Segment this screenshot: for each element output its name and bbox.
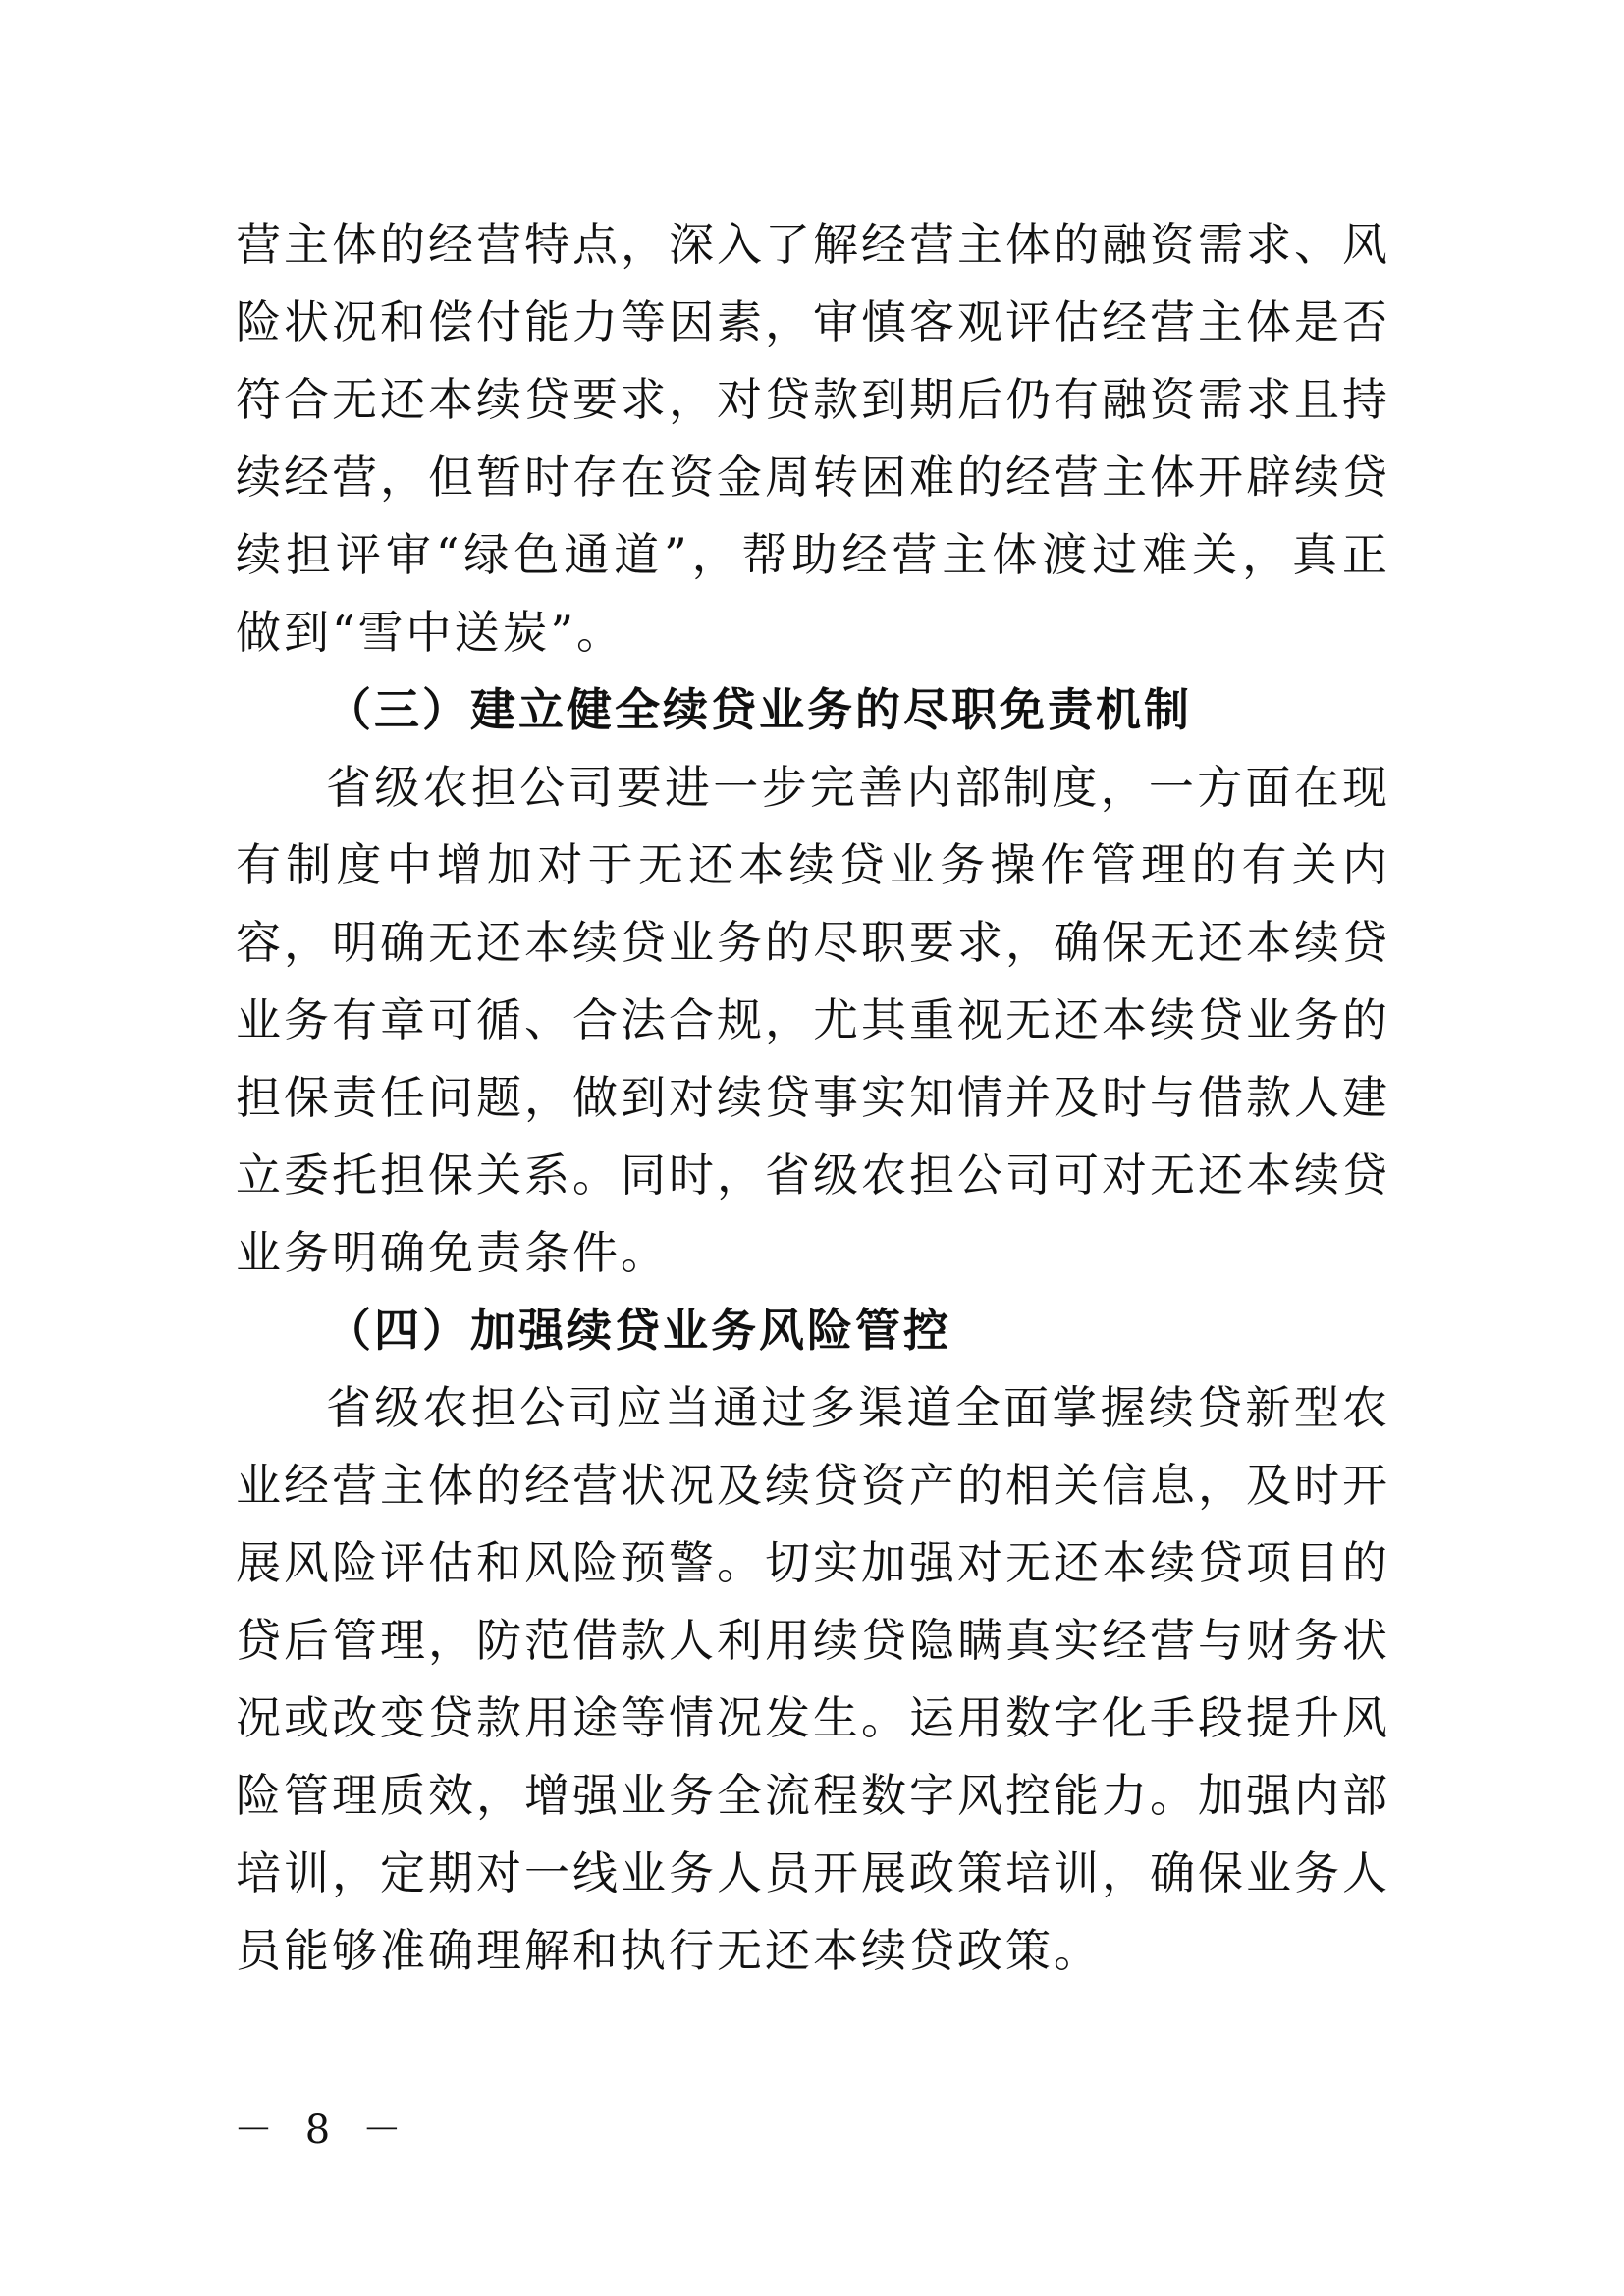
section-heading-4: （四）加强续贷业务风险管控	[326, 1304, 951, 1357]
paragraph-section-4: 省级农担公司应当通过多渠道全面掌握续贷新型农业经营主体的经营状况及续贷资产的相关信息，及时开展风险评估和风险预警。切实加强对无还本续贷项目的贷后管理，防范借款人利用续贷隐瞒真实经营与财务状况或改变贷款用途等情况发生。运用数字化手段提升风险管理质效，增强业务全流程数字风控能力。加强内部培训，定期对一线业务人员开展政策培训，确保业务人员能够准确理解和执行无还本续贷政策。	[236, 1381, 1390, 1977]
paragraph-section-3: 省级农担公司要进一步完善内部制度，一方面在现有制度中增加对于无还本续贷业务操作管理的有关内容，明确无还本续贷业务的尽职要求，确保无还本续贷业务有章可循、合法合规，尤其重视无还本续贷业务的担保责任问题，做到对续贷事实知情并及时与借款人建立委托担保关系。同时，省级农担公司可对无还本续贷业务明确免责条件。	[236, 761, 1390, 1279]
paragraph-continuation: 营主体的经营特点，深入了解经营主体的融资需求、风险状况和偿付能力等因素，审慎客观评估经营主体是否符合无还本续贷要求，对贷款到期后仍有融资需求且持续经营，但暂时存在资金周转困难的经营主体开辟续贷续担评审“绿色通道”，帮助经营主体渡过难关，真正做到“雪中送炭”。	[236, 218, 1390, 659]
body-text	[236, 206, 1390, 1990]
page-number: － 8 －	[234, 2108, 411, 2153]
section-heading-3: （三）建立健全续贷业务的尽职免责机制	[326, 683, 1192, 736]
